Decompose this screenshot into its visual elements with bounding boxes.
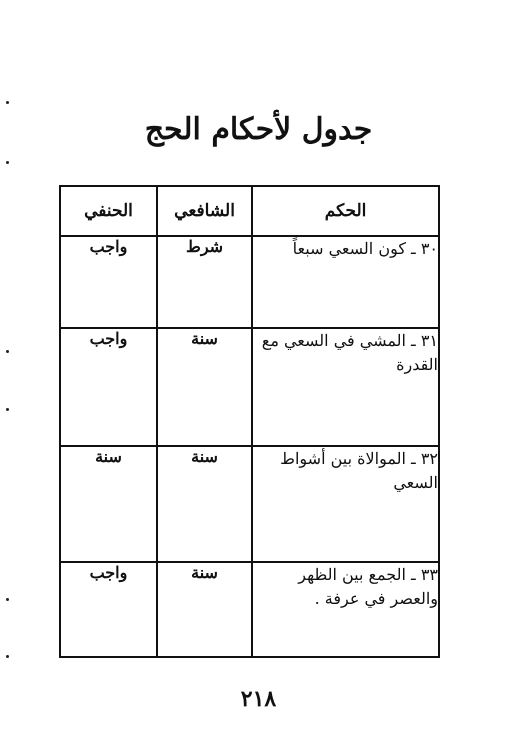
rule-cell: ٣٠ ـ كون السعي سبعاً bbox=[252, 236, 439, 328]
table-row bbox=[60, 446, 439, 562]
scan-speck bbox=[6, 101, 9, 104]
hanafi-cell: واجب bbox=[60, 562, 157, 657]
shafii-cell: سنة bbox=[157, 446, 252, 562]
rule-cell: ٣١ ـ المشي في السعي مع القدرة bbox=[252, 328, 439, 446]
scan-speck bbox=[6, 655, 9, 658]
scan-speck bbox=[6, 598, 9, 601]
rulings-table bbox=[59, 185, 440, 658]
column-header-hanafi: الحنفي bbox=[60, 186, 157, 236]
scan-speck bbox=[6, 350, 9, 353]
scan-speck bbox=[6, 408, 9, 411]
hanafi-cell: واجب bbox=[60, 236, 157, 328]
rule-cell: ٣٢ ـ الموالاة بين أشواط السعي bbox=[252, 446, 439, 562]
hanafi-cell: سنة bbox=[60, 446, 157, 562]
shafii-cell: شرط bbox=[157, 236, 252, 328]
column-header-shafii: الشافعي bbox=[157, 186, 252, 236]
shafii-cell: سنة bbox=[157, 328, 252, 446]
table-row bbox=[60, 328, 439, 446]
hanafi-cell: واجب bbox=[60, 328, 157, 446]
rule-cell: ٣٣ ـ الجمع بين الظهر والعصر في عرفة . bbox=[252, 562, 439, 657]
page-title: جدول لأحكام الحج bbox=[144, 112, 373, 147]
table-row bbox=[60, 236, 439, 328]
column-header-rule: الحكم bbox=[252, 186, 439, 236]
table-row bbox=[60, 562, 439, 657]
page-number: ٢١٨ bbox=[240, 686, 277, 712]
shafii-cell: سنة bbox=[157, 562, 252, 657]
scan-speck bbox=[6, 161, 9, 164]
table-header-row bbox=[60, 186, 439, 236]
